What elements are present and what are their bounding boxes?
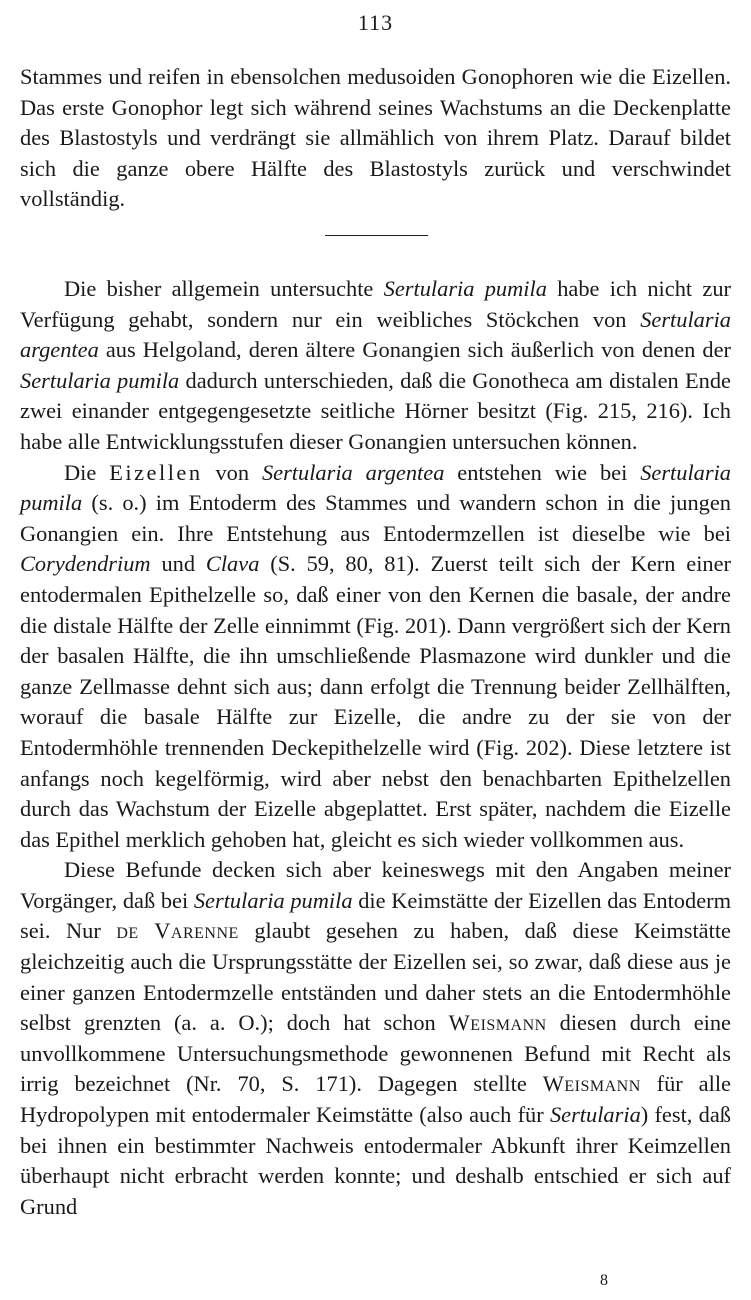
paragraph-continuation: Stammes und reifen in ebensolchen medusoiden Gonophoren wie die Eizellen. Das erste Gonophor legt sich während seines Wachstums an die Deckenplatte des Blastostyls und verdrängt sie allmählich von ihrem Platz. Darauf bildet sich die ganze obere Hälfte des Blastostyls zurück und verschwindet vollständig.	[20, 64, 731, 212]
species-name: Sertularia pumila	[20, 459, 731, 516]
signature-mark: 8	[600, 1272, 608, 1289]
paragraph-befunde: Diese Befunde decken sich aber keineswegs mit den Angaben meiner Vorgänger, daß bei Sertularia pumila die Keimstätte der Eizellen das Entoderm sei. Nur de Varenne glaubt gesehen zu haben, daß diese Keimstätte gleichzeitig auch die Ursprungsstätte der Eizellen sei, so zwar, daß diese aus je einer ganzen Entodermzelle entständen und daher stets an die Entodermhöhle selbst grenzten (a. a. O.); doch hat schon Weismann diesen durch eine unvollkommene Untersuchungsmethode gewonnenen Befund mit Recht als irrig bezeichnet (Nr. 70, S. 171). Dagegen stellte Weismann für alle Hydropolypen mit entodermaler Keimstätte (also auch für Sertularia) fest, daß bei ihnen ein bestimmter Nachweis entodermaler Abkunft ihrer Keimzellen überhaupt nicht erbracht werden konnte; und deshalb entschied er sich auf Grund	[20, 857, 732, 1219]
spaced-term: Eizellen	[109, 459, 203, 485]
page-number: 113	[357, 10, 394, 35]
genus-name: Clava	[205, 551, 260, 577]
species-name: Sertularia pumila	[20, 367, 180, 393]
text-block-main	[20, 274, 731, 1222]
species-name: Sertularia argentea	[261, 459, 445, 485]
species-name: Sertularia pumila	[193, 887, 353, 913]
author-name: Weismann	[448, 1010, 547, 1036]
species-name: Sertularia pumila	[383, 276, 547, 301]
author-name: de Varenne	[116, 918, 239, 944]
paragraph-sertularia-argentea: Die bisher allgemein untersuchte Sertularia pumila habe ich nicht zur Verfügung gehabt, sondern nur ein weibliches Stöckchen von Sertularia argentea aus Helgoland, deren ältere Gonangien sich äußerlich von denen der Sertularia pumila dadurch unterschieden, daß die Gonotheca am distalen Ende zwei einander entgegengesetzte seitliche Hörner besitzt (Fig. 215, 216). Ich habe alle Entwicklungsstufen dieser Gonangien untersuchen können.	[20, 276, 731, 454]
species-name: Sertularia argentea	[20, 306, 731, 363]
section-divider	[325, 235, 428, 236]
paragraph-eizellen: Die Eizellen von Sertularia argentea entstehen wie bei Sertularia pumila (s. o.) im Entoderm des Stammes und wandern schon in die jungen Gonangien ein. Ihre Entstehung aus Entodermzellen ist dieselbe wie bei Corydendrium und Clava (S. 59, 80, 81). Zuerst teilt sich der Kern einer entodermalen Epithelzelle so, daß einer von den Kernen die basale, der andre die distale Hälfte der Zelle einnimmt (Fig. 201). Dann vergrößert sich der Kern der basalen Hälfte, die ihn umschließende Plasmazone wird dunkler und die ganze Zellmasse dehnt sich aus; dann erfolgt die Trennung beider Zellhälften, worauf die basale Hälfte zur Eizelle, die andre zu der sie von der Entodermhöhle trennenden Deckepithelzelle wird (Fig. 202). Diese letztere ist anfangs noch kegelförmig, wird aber nebst den benachbarten Epithelzellen durch das Wachstum der Eizelle abgeplattet. Erst später, nachdem die Eizelle das Epithel merklich gehoben hat, gleicht es sich wieder vollkommen aus.	[20, 459, 732, 852]
text-block-top	[20, 62, 731, 215]
genus-name: Corydendrium	[20, 551, 151, 577]
genus-name: Sertularia	[549, 1102, 641, 1128]
author-name: Weismann	[542, 1071, 641, 1097]
